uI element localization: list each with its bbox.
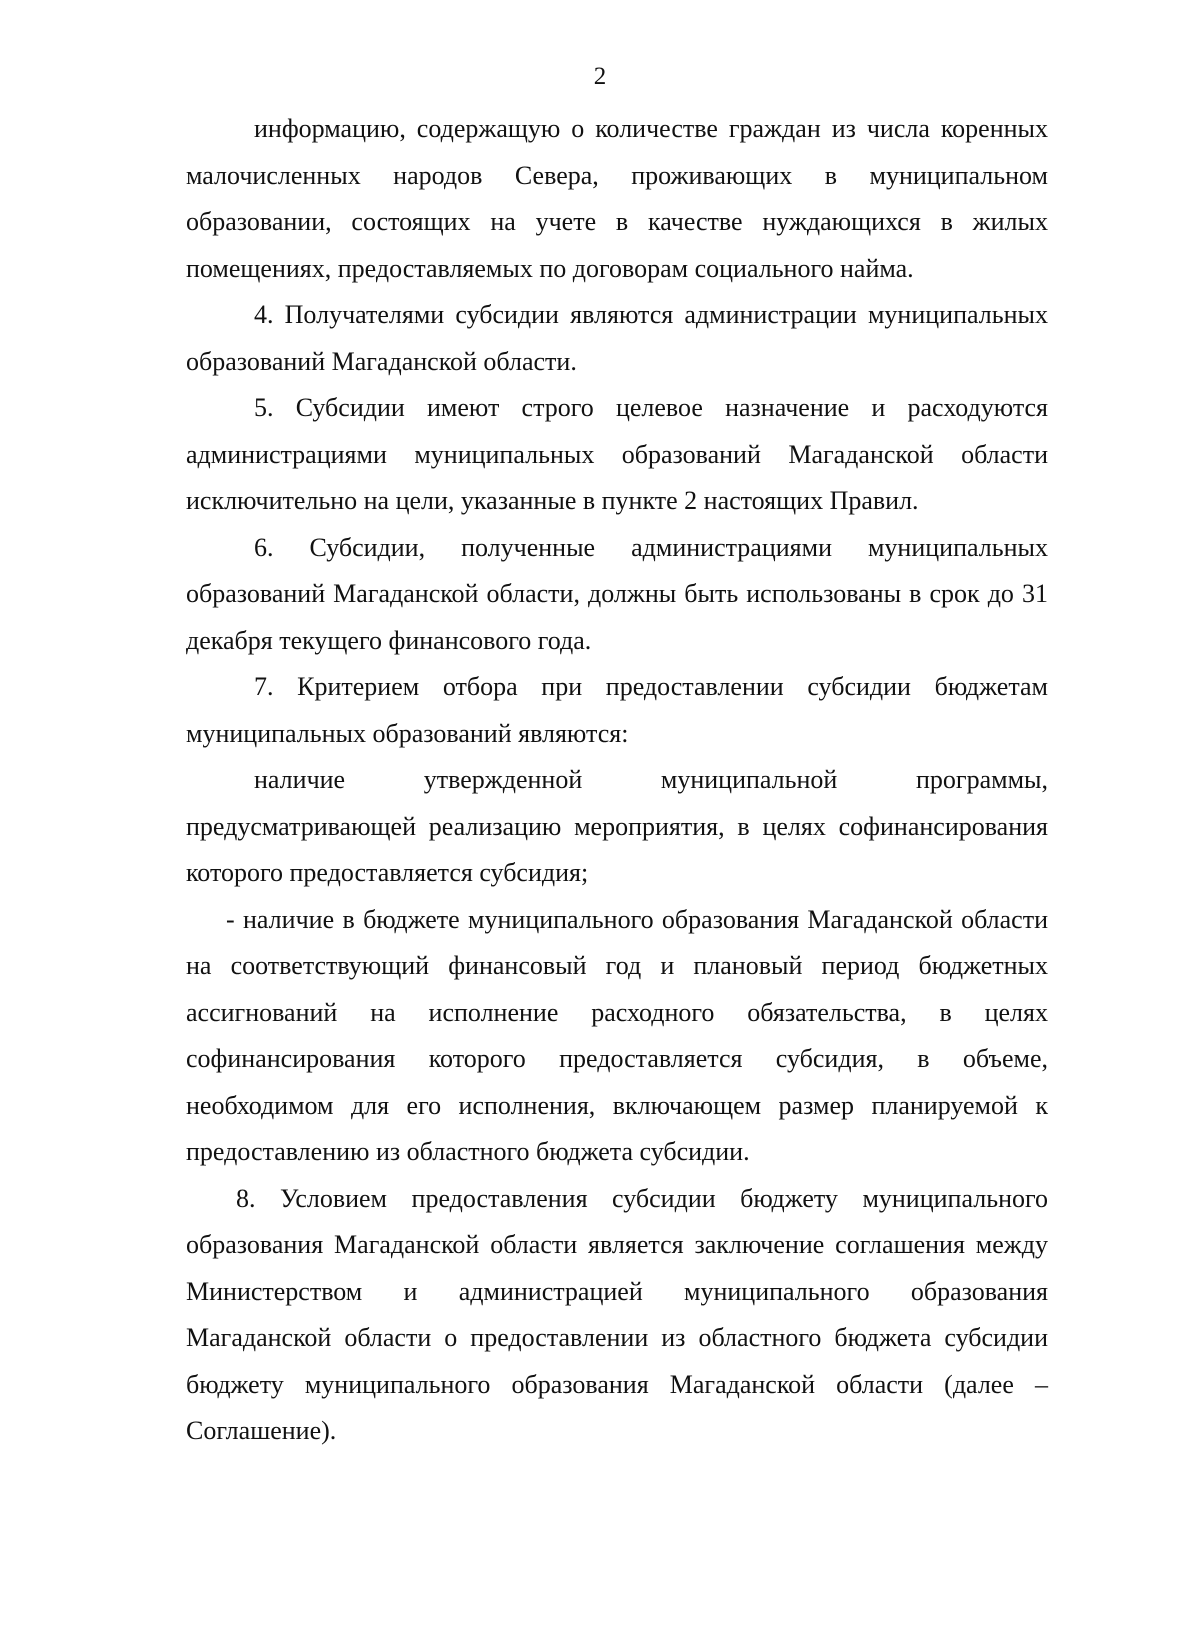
page-number: 2 <box>593 63 607 90</box>
paragraph-criterion-budget: - наличие в бюджете муниципального образования Магаданской области на соответствующий финансовый год и плановый период бюджетных ассигнований на исполнение расходного обязательства, в целях софинансирования которого предоставляется субсидия, в объеме, необходимом для его исполнения, включающем размер планируемой к предоставлению из областного бюджета субсидии. <box>186 904 1048 1166</box>
paragraph-8-condition: 8. Условием предоставления субсидии бюджету муниципального образования Магаданской области является заключение соглашения между Министерством и администрацией муниципального образования Магаданской области о предоставлении из областного бюджета субсидии бюджету муниципального образования Магаданской области (далее – Соглашение). <box>186 1183 1048 1445</box>
paragraph-housing-info: информацию, содержащую о количестве граждан из числа коренных малочисленных народов Севера, проживающих в муниципальном образовании, состоящих на учете в качестве нуждающихся в жилых помещениях, предоставляемых по договорам социального найма. <box>186 114 1048 283</box>
paragraph-4-recipients: 4. Получателями субсидии являются администрации муниципальных образований Магаданской области. <box>186 300 1048 376</box>
paragraph-6-deadline: 6. Субсидии, полученные администрациями муниципальных образований Магаданской области, должны быть использованы в срок до 31 декабря текущего финансового года. <box>186 532 1048 655</box>
document-body <box>186 106 1048 1455</box>
paragraph-5-purpose: 5. Субсидии имеют строго целевое назначение и расходуются администрациями муниципальных образований Магаданской области исключительно на цели, указанные в пункте 2 настоящих Правил. <box>186 393 1048 515</box>
paragraph-criterion-program: наличие утвержденной муниципальной программы, предусматривающей реализацию мероприятия, в целях софинансирования которого предоставляется субсидия; <box>186 765 1048 887</box>
paragraph-7-criteria: 7. Критерием отбора при предоставлении субсидии бюджетам муниципальных образований являются: <box>186 672 1048 748</box>
